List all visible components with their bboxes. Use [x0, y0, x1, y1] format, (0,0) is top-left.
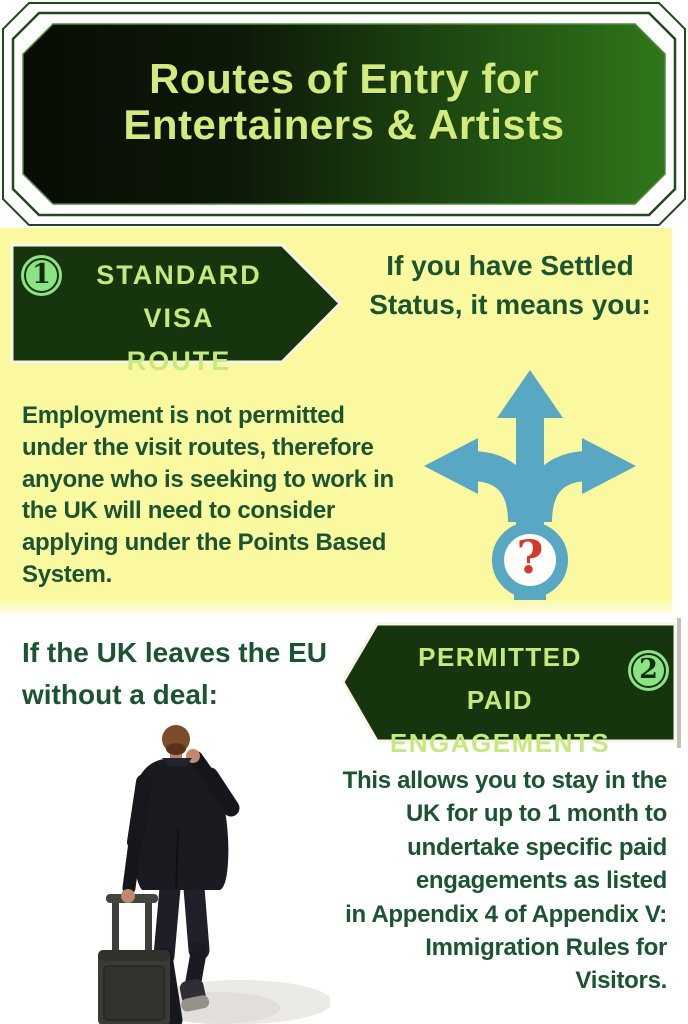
sign-label-line-1: STANDARD VISA — [96, 260, 262, 333]
step-two-number-badge — [626, 648, 671, 693]
sign-label-line-2: ENGAGEMENTS — [389, 728, 611, 758]
page-title — [0, 56, 688, 148]
paragraph-line: applying under the Points Based — [22, 529, 387, 557]
permitted-paid-paragraph — [330, 764, 667, 998]
paragraph-line: Employment is not permitted — [22, 402, 345, 429]
section-permitted-paid-engagements — [0, 614, 688, 1024]
paragraph-line: under the visit routes, therefore — [22, 433, 374, 461]
title-line-2: Entertainers & Artists — [123, 101, 565, 148]
no-deal-heading — [22, 632, 382, 716]
paragraph-line: anyone who is seeking to work in — [22, 465, 394, 493]
permitted-paid-engagements-sign — [341, 622, 677, 758]
paragraph-line: undertake specific paid — [407, 833, 667, 861]
step-number: 1 — [32, 259, 51, 290]
question-mark: ? — [516, 530, 544, 584]
sign-label-line-2: ROUTE — [126, 346, 232, 376]
heading-line: If you have Settled — [386, 250, 634, 281]
standard-visa-route-sign — [10, 243, 343, 376]
settled-status-heading — [345, 246, 675, 324]
sign-label-line-1: PERMITTED PAID — [418, 642, 582, 715]
sign-edge-shadow — [677, 618, 681, 748]
paragraph-line: System. — [22, 560, 112, 588]
banner — [0, 0, 688, 228]
three-way-arrow-icon — [424, 370, 636, 600]
sign-label — [66, 254, 292, 383]
businessman-with-suitcase-photo — [90, 712, 330, 1024]
paragraph-line: Immigration Rules for — [425, 934, 667, 962]
paragraph-line: This allows you to stay in the — [342, 767, 667, 794]
paragraph-line: the UK will need to consider — [22, 497, 335, 525]
step-one-number-badge — [19, 253, 64, 298]
businessman-graphic — [90, 712, 330, 1024]
step-number: 2 — [639, 654, 658, 685]
paragraph-line: UK for up to 1 month to — [405, 800, 667, 828]
paragraph-line: in Appendix 4 of Appendix V: — [345, 900, 667, 928]
paragraph-line: Visitors. — [575, 967, 667, 995]
title-line-1: Routes of Entry for — [149, 55, 539, 102]
heading-line: Status, it means you: — [369, 289, 651, 320]
paragraph-line: engagements as listed — [415, 867, 667, 895]
section-standard-visa-route — [0, 228, 672, 614]
heading-line: If the UK leaves the EU — [22, 637, 327, 668]
heading-line: without a deal: — [22, 679, 218, 710]
sign-label — [381, 636, 619, 765]
employment-paragraph — [22, 400, 442, 591]
